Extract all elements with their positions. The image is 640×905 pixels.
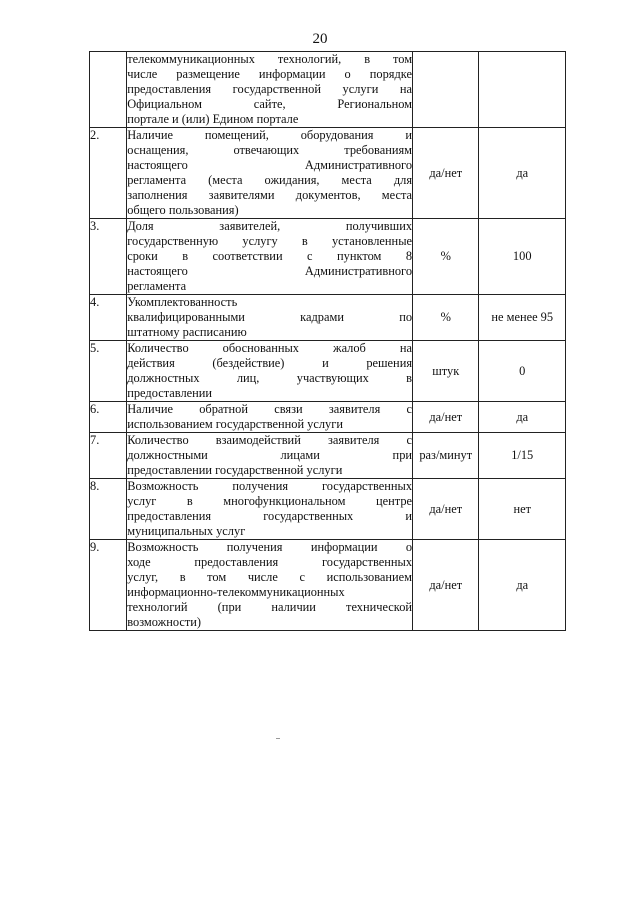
description-line: Официальном сайте, Региональном (127, 97, 413, 111)
description-line: Количество обоснованных жалоб на (127, 341, 413, 355)
unit-of-measure: да/нет (413, 540, 479, 631)
indicator-description (127, 341, 413, 402)
description-line: штатному расписанию (127, 325, 247, 339)
description-line: технологий (при наличии технической (127, 600, 413, 614)
table-row (90, 219, 566, 295)
description-line: предоставлении государственной услуги (127, 463, 343, 477)
description-line: телекоммуникационных технологий, в том (127, 52, 413, 66)
indicator-description (127, 433, 413, 479)
description-line: Доля заявителей, получивших (127, 219, 413, 233)
table-row (90, 479, 566, 540)
description-line: государственную услугу в установленные (127, 234, 413, 248)
unit-of-measure: штук (413, 341, 479, 402)
row-number: 4. (90, 295, 127, 341)
target-value: не менее 95 (479, 295, 566, 341)
description-line: регламента (127, 279, 187, 293)
description-line: Наличие помещений, оборудования и (127, 128, 413, 142)
unit-of-measure: % (413, 219, 479, 295)
indicator-description (127, 52, 413, 128)
table-row (90, 128, 566, 219)
unit-of-measure: да/нет (413, 128, 479, 219)
target-value (479, 52, 566, 128)
row-number: 2. (90, 128, 127, 219)
description-line: Укомплектованность (127, 295, 238, 309)
indicator-description (127, 540, 413, 631)
description-line: настоящего Административного (127, 158, 413, 172)
unit-of-measure: да/нет (413, 479, 479, 540)
target-value: да (479, 402, 566, 433)
indicator-description (127, 295, 413, 341)
description-line: числе размещение информации о порядке (127, 67, 413, 81)
indicator-description (127, 128, 413, 219)
target-value: нет (479, 479, 566, 540)
table-row (90, 402, 566, 433)
description-line: Возможность получения государственных (127, 479, 413, 493)
description-line: ходе предоставления государственных (127, 555, 413, 569)
row-number: 8. (90, 479, 127, 540)
description-line: использованием государственной услуги (127, 417, 343, 431)
description-line: услуг, в том числе с использованием (127, 570, 413, 584)
description-line: настоящего Административного (127, 264, 413, 278)
row-number: 7. (90, 433, 127, 479)
indicator-description (127, 219, 413, 295)
description-line: Количество взаимодействий заявителя с (127, 433, 413, 447)
description-line: услуг в многофункциональном центре (127, 494, 413, 508)
description-line: заполнения заявителями документов, места (127, 188, 413, 202)
description-line: предоставлении (127, 386, 213, 400)
unit-of-measure: да/нет (413, 402, 479, 433)
description-line: портале и (или) Едином портале (127, 112, 299, 126)
unit-of-measure (413, 52, 479, 128)
description-line: Наличие обратной связи заявителя с (127, 402, 413, 416)
description-line: предоставления государственной услуги на (127, 82, 413, 96)
description-line: Возможность получения информации о (127, 540, 413, 554)
target-value: да (479, 128, 566, 219)
description-line: муниципальных услуг (127, 524, 246, 538)
description-line: возможности) (127, 615, 202, 629)
description-line: должностных лиц, участвующих в (127, 371, 413, 385)
description-line: общего пользования) (127, 203, 239, 217)
description-line: оснащения, отвечающих требованиям (127, 143, 413, 157)
description-line: квалифицированными кадрами по (127, 310, 413, 324)
description-line: действия (бездействие) и решения (127, 356, 413, 370)
row-number: 6. (90, 402, 127, 433)
row-number: 9. (90, 540, 127, 631)
scan-mark (276, 738, 280, 739)
unit-of-measure: раз/минут (413, 433, 479, 479)
unit-of-measure: % (413, 295, 479, 341)
description-line: регламента (места ожидания, места для (127, 173, 413, 187)
indicators-table (89, 51, 566, 631)
row-number: 3. (90, 219, 127, 295)
row-number: 5. (90, 341, 127, 402)
target-value: 100 (479, 219, 566, 295)
indicator-description (127, 402, 413, 433)
description-line: должностными лицами при (127, 448, 413, 462)
indicator-description (127, 479, 413, 540)
row-number (90, 52, 127, 128)
page-number: 20 (312, 31, 328, 47)
table-row (90, 295, 566, 341)
table-row (90, 540, 566, 631)
description-line: сроки в соответствии с пунктом 8 (127, 249, 413, 263)
indicators-table-body (90, 52, 566, 631)
table-row (90, 433, 566, 479)
description-line: предоставления государственных и (127, 509, 413, 523)
target-value: 0 (479, 341, 566, 402)
table-row (90, 52, 566, 128)
description-line: информационно-телекоммуникационных (127, 585, 345, 599)
table-row (90, 341, 566, 402)
target-value: да (479, 540, 566, 631)
target-value: 1/15 (479, 433, 566, 479)
